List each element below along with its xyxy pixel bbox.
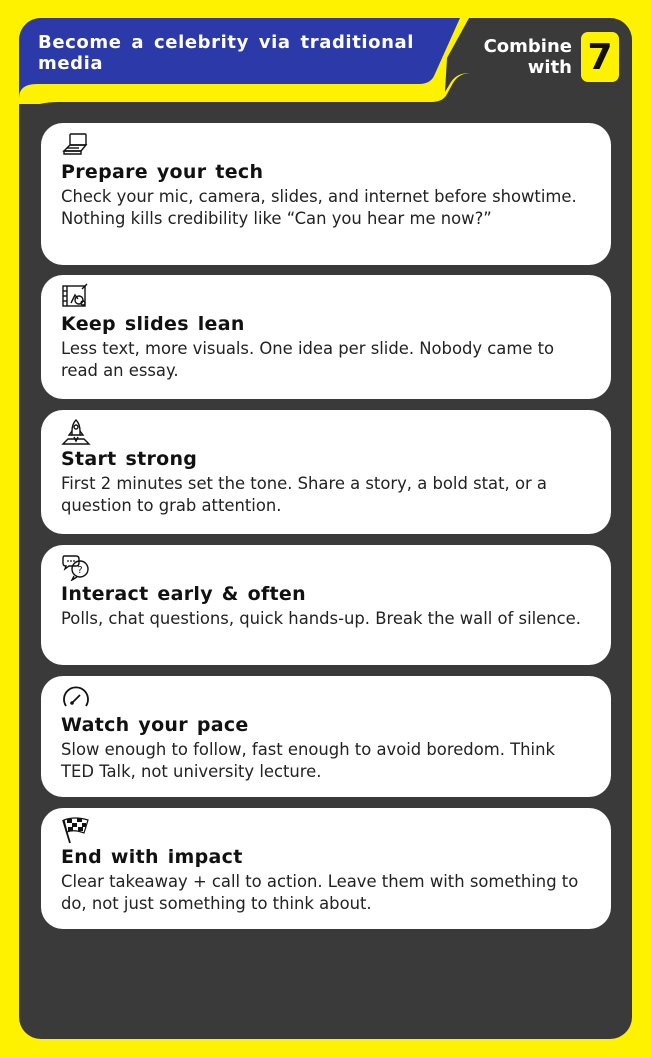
tip-card-end xyxy=(41,808,611,929)
tip-title: Interact early & often xyxy=(61,583,306,605)
combine-label-line-1: Combine xyxy=(483,36,572,57)
combine-label-line-2: with xyxy=(527,57,572,78)
combine-label xyxy=(484,36,572,78)
tip-title: Watch your pace xyxy=(61,714,249,736)
tip-card-tech xyxy=(41,123,611,265)
rocket-icon xyxy=(61,418,91,446)
tip-body: Polls, chat questions, quick hands-up. Break the wall of silence. xyxy=(61,609,581,628)
tip-body: Check your mic, camera, slides, and internet before showtime. Nothing kills credibility like “Can you hear me now?” xyxy=(61,187,577,228)
tip-title: Start strong xyxy=(61,448,198,470)
combine-count-badge: 7 xyxy=(581,32,619,82)
speedometer-icon xyxy=(61,684,91,712)
tip-title: End with impact xyxy=(61,846,243,868)
tip-body: Less text, more visuals. One idea per slide. Nobody came to read an essay. xyxy=(61,339,555,380)
slides-icon xyxy=(61,283,91,311)
laptop-icon xyxy=(61,131,91,159)
svg-text:?: ? xyxy=(77,565,83,576)
tip-card-slides xyxy=(41,275,611,399)
tip-card-start xyxy=(41,410,611,534)
tip-card-interact xyxy=(41,545,611,665)
tip-title: Keep slides lean xyxy=(61,313,245,335)
tips-card xyxy=(19,18,632,1039)
tip-title: Prepare your tech xyxy=(61,161,264,183)
tip-body: Clear takeaway + call to action. Leave them with something to do, not just something to think about. xyxy=(61,872,579,913)
banner-title: Become a celebrity via traditional media xyxy=(38,32,415,74)
tip-card-pace xyxy=(41,676,611,797)
tip-body: Slow enough to follow, fast enough to avoid boredom. Think TED Talk, not university lecture. xyxy=(61,740,555,781)
checkered-flag-icon xyxy=(61,816,91,844)
tip-body: First 2 minutes set the tone. Share a story, a bold stat, or a question to grab attention. xyxy=(61,474,547,515)
chat-question-icon xyxy=(61,553,91,581)
